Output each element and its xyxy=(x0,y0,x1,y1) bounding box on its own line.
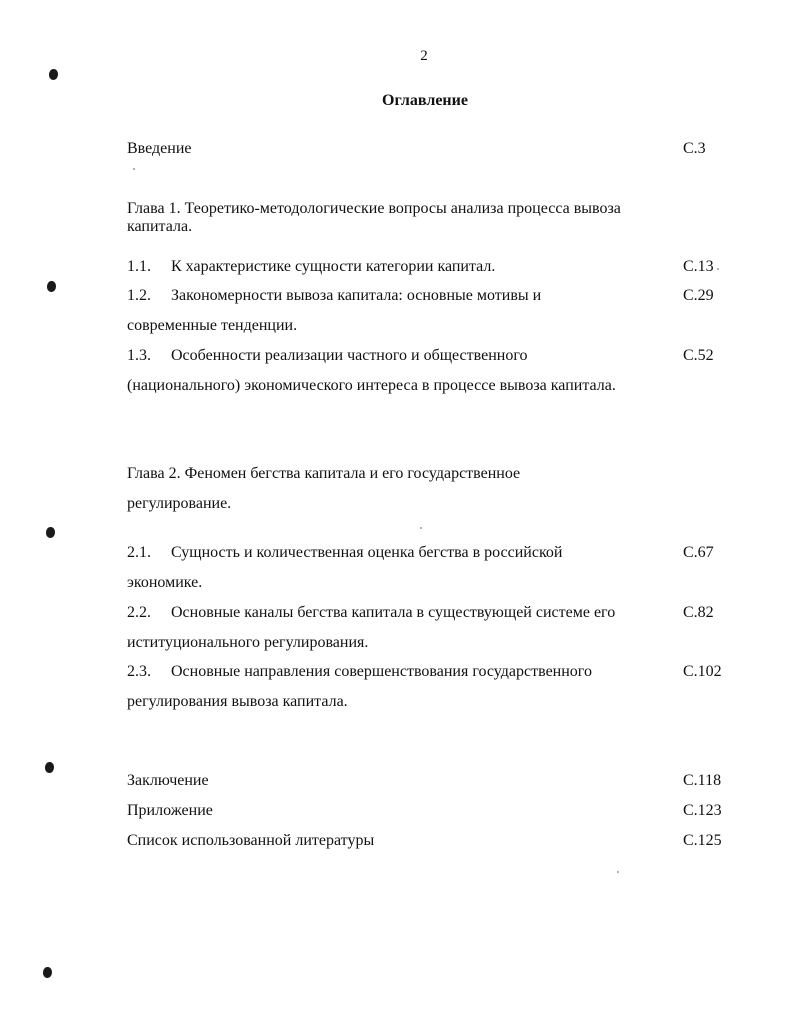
toc-section-2-3-number: 2.3. xyxy=(127,663,151,680)
toc-section-1-2-number: 1.2. xyxy=(127,287,151,304)
toc-conclusion-page: С.118 xyxy=(683,772,722,789)
page-title: Оглавление xyxy=(382,92,468,109)
punch-hole-mark xyxy=(43,967,52,978)
toc-section-2-1-title-line2: экономике. xyxy=(127,574,203,591)
toc-section-2-2-title-line2: иституционального регулирования. xyxy=(127,634,369,651)
toc-chapter-2-title-line1: Глава 2. Феномен бегства капитала и его государственное xyxy=(127,465,521,482)
toc-chapter-2-title-line2: регулирование. xyxy=(127,495,232,512)
toc-section-1-3-title-line1: Особенности реализации частного и общественного xyxy=(171,347,528,364)
toc-section-2-2-number: 2.2. xyxy=(127,604,151,621)
toc-section-2-3-page: С.102 xyxy=(683,663,722,680)
toc-bibliography-label: Список использованной литературы xyxy=(127,832,375,849)
punch-hole-mark xyxy=(45,762,54,773)
punch-hole-mark xyxy=(49,69,58,80)
punch-hole-mark xyxy=(47,281,56,292)
toc-section-2-1-page: С.67 xyxy=(683,544,714,561)
toc-chapter-1-title-line1: Глава 1. Теоретико-методологические вопросы анализа процесса вывоза xyxy=(127,200,621,217)
toc-section-1-2-page: С.29 xyxy=(683,287,714,304)
page-number: 2 xyxy=(420,48,428,64)
scan-speck xyxy=(717,268,719,270)
toc-section-1-2-title-line2: современные тенденции. xyxy=(127,317,298,334)
toc-section-2-3-title-line1: Основные направления совершенствования государственного xyxy=(171,663,592,680)
toc-appendix-label: Приложение xyxy=(127,802,213,819)
punch-hole-mark xyxy=(46,527,55,538)
toc-intro-page: С.3 xyxy=(683,140,706,157)
toc-section-1-1-number: 1.1. xyxy=(127,258,151,275)
toc-section-2-3-title-line2: регулирования вывоза капитала. xyxy=(127,693,348,710)
toc-intro-label: Введение xyxy=(127,140,192,157)
toc-section-1-1-page: С.13 xyxy=(683,258,714,275)
toc-section-1-3-title-line2: (национального) экономического интереса в процессе вывоза капитала. xyxy=(127,377,616,394)
toc-section-2-1-title-line1: Сущность и количественная оценка бегства в российской xyxy=(171,544,563,561)
toc-section-2-1-number: 2.1. xyxy=(127,544,151,561)
toc-section-1-3-number: 1.3. xyxy=(127,347,151,364)
toc-section-1-3-page: С.52 xyxy=(683,347,714,364)
scan-speck xyxy=(133,168,135,170)
toc-section-2-2-title-line1: Основные каналы бегства капитала в существующей системе его xyxy=(171,604,616,621)
toc-section-1-2-title-line1: Закономерности вывоза капитала: основные мотивы и xyxy=(171,287,542,304)
scan-speck xyxy=(617,871,619,873)
toc-section-2-2-page: С.82 xyxy=(683,604,714,621)
toc-section-1-1-title: К характеристике сущности категории капитал. xyxy=(171,258,496,275)
toc-conclusion-label: Заключение xyxy=(127,772,209,789)
toc-bibliography-page: С.125 xyxy=(683,832,722,849)
toc-appendix-page: С.123 xyxy=(683,802,722,819)
toc-chapter-1-title-line2: капитала. xyxy=(127,218,193,235)
scan-speck xyxy=(420,527,422,529)
